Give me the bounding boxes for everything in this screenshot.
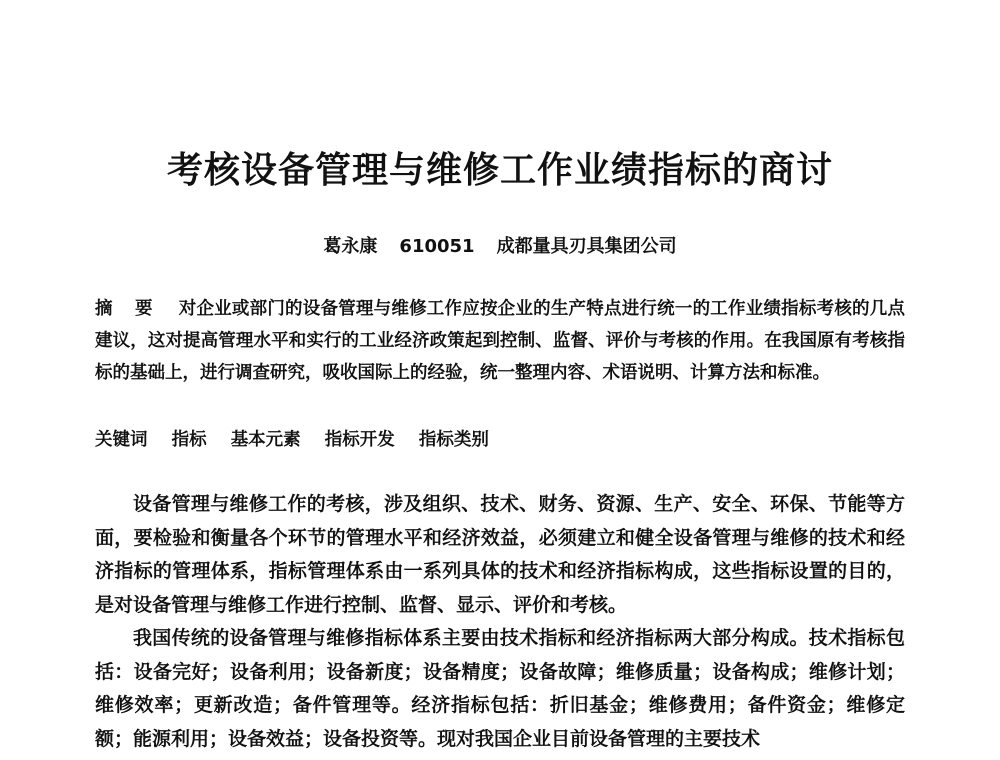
abstract-text: 对企业或部门的设备管理与维修工作应按企业的生产特点进行统一的工作业绩指标考核的几点建议，这对提高管理水平和实行的工业经济政策起到控制、监督、评价与考核的作用。在我国原有考核指标的基础上，进行调查研究，吸收国际上的经验，统一整理内容、术语说明、计算方法和标准。 — [95, 299, 905, 383]
body-paragraph: 我国传统的设备管理与维修指标体系主要由技术指标和经济指标两大部分构成。技术指标包括：设备完好；设备利用；设备新度；设备精度；设备故障；维修质量；设备构成；维修计划；维修效率；更新改造；备件管理等。经济指标包括：折旧基金；维修费用；备件资金；维修定额；能源利用；设备效益；设备投资等。现对我国企业目前设备管理的主要技术 — [95, 627, 905, 750]
keyword: 指标开发 — [324, 430, 395, 450]
abstract — [95, 293, 905, 389]
keyword: 基本元素 — [230, 430, 301, 450]
postcode: 610051 — [399, 236, 475, 257]
paper-title: 考核设备管理与维修工作业绩指标的商讨 — [166, 150, 833, 191]
abstract-label: 摘 要 — [95, 299, 161, 319]
keyword: 指标类别 — [418, 430, 489, 450]
affiliation: 成都量具刃具集团公司 — [496, 236, 677, 257]
body-text — [95, 488, 905, 756]
keywords-label: 关键词 — [95, 430, 148, 450]
keywords — [95, 424, 905, 456]
author-name: 葛永康 — [323, 236, 378, 257]
author-line — [0, 232, 1000, 258]
keyword: 指标 — [171, 430, 207, 450]
body-paragraph: 设备管理与维修工作的考核，涉及组织、技术、财务、资源、生产、安全、环保、节能等方面，要检验和衡量各个环节的管理水平和经济效益，必须建立和健全设备管理与维修的技术和经济指标的管理体系，指标管理体系由一系列具体的技术和经济指标构成，这些指标设置的目的，是对设备管理与维修工作进行控制、监督、显示、评价和考核。 — [95, 493, 905, 616]
